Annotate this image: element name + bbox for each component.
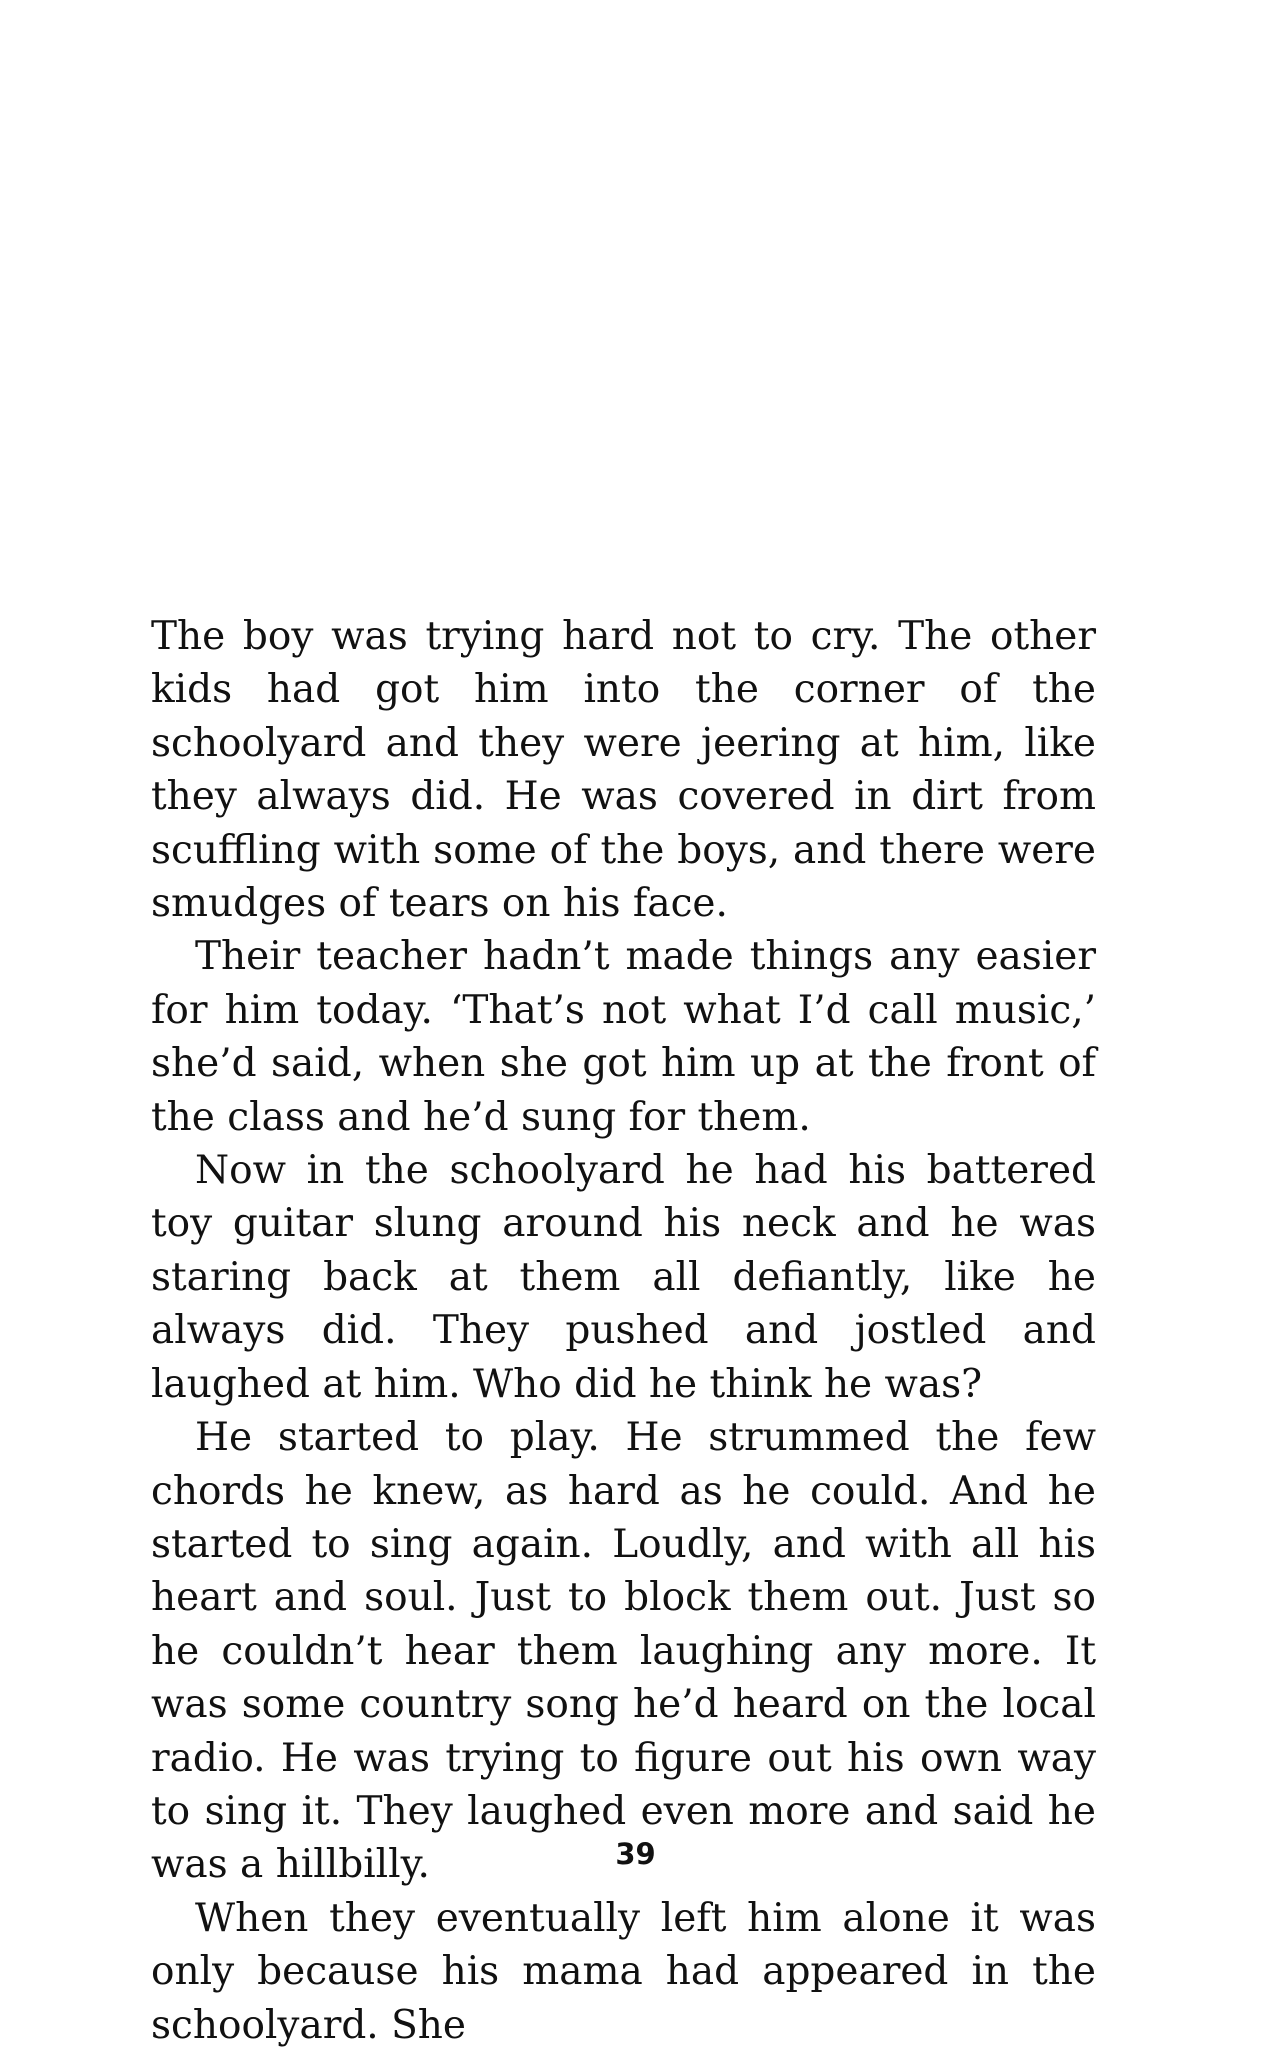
paragraph-4: He started to play. He strummed the few chords he knew, as hard as he could. And he started to sing again. Loudly, and with all his heart and soul. Just to block them out. Just so he couldn’t hear them laughing any more. It was some country song he’d heard on the local radio. He was trying to figure out his own way to sing it. They laughed even more and said he was a hillbilly. (151, 1415, 1096, 1888)
body-text (151, 610, 1096, 2052)
paragraph-5: When they eventually left him alone it was only because his mama had appeared in the schoolyard. She (151, 1895, 1096, 2048)
page-number: 39 (615, 1837, 656, 1871)
paragraph-1: The boy was trying hard not to cry. The other kids had got him into the corner of the schoolyard and they were jeering at him, like they always did. He was covered in dirt from scuffling with some of the boys, and there were smudges of tears on his face. (151, 614, 1096, 927)
paragraph-3: Now in the schoolyard he had his battered toy guitar slung around his neck and he was staring back at them all defiantly, like he always did. They pushed and jostled and laughed at him. Who did he think he was? (151, 1148, 1096, 1407)
paragraph-2: Their teacher hadn’t made things any easier for him today. ‘That’s not what I’d call music,’ she’d said, when she got him up at the front of the class and he’d sung for them. (151, 934, 1096, 1140)
